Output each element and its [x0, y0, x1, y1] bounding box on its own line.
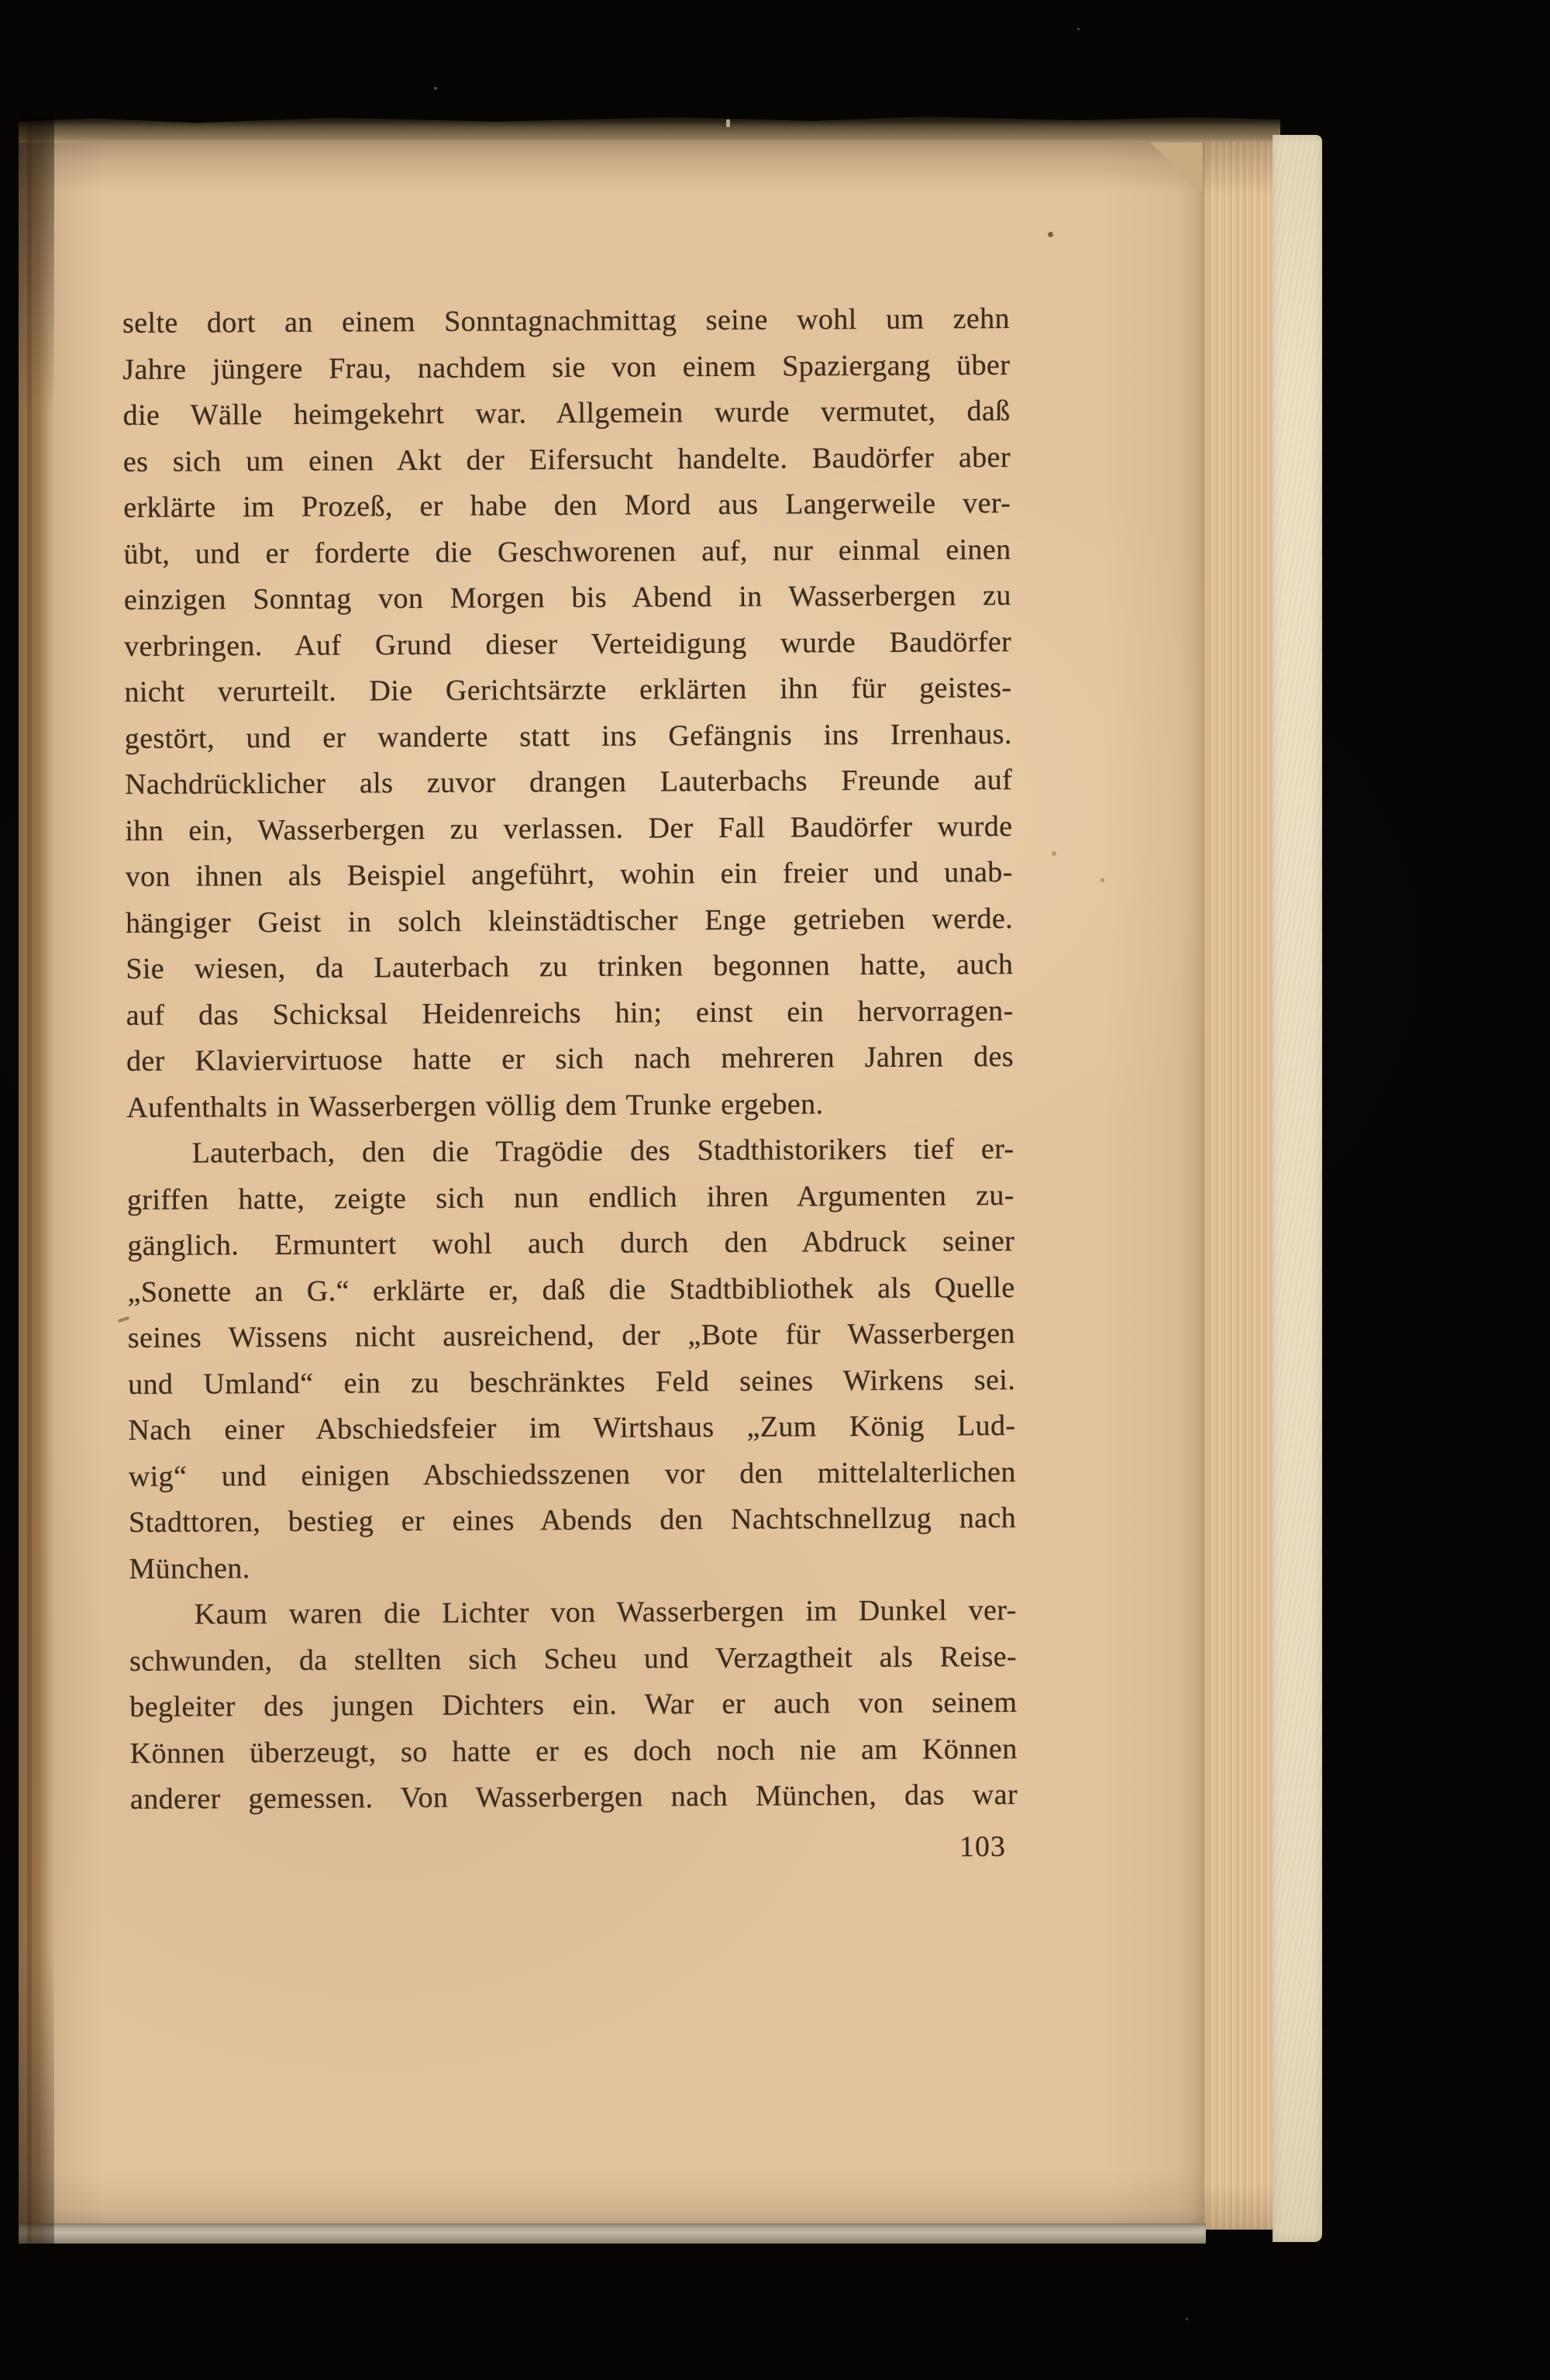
text-line: Jahre jüngere Frau, nachdem sie von einem Spaziergang über	[122, 348, 1011, 386]
text-line: es sich um einen Akt der Eifersucht handelte. Baudörfer aber	[122, 440, 1011, 478]
text-line: einzigen Sonntag von Morgen bis Abend in Wasserbergen zu	[123, 579, 1011, 617]
text-line: wig“ und einigen Abschiedsszenen vor den mittelalterlichen	[128, 1455, 1016, 1493]
paper-speck	[1100, 878, 1104, 882]
dogear-corner	[1132, 143, 1206, 191]
text-line: gänglich. Ermuntert wohl auch durch den Abdruck seiner	[127, 1224, 1015, 1262]
text-line: gestört, und er wanderte statt ins Gefängnis ins Irrenhaus.	[124, 717, 1012, 755]
paper-speck	[1048, 232, 1053, 237]
text-line: München.	[129, 1551, 250, 1585]
text-line: Stadttoren, bestieg er eines Abends den Nachtschnellzug nach	[129, 1501, 1017, 1539]
text-line: hängiger Geist in solch kleinstädtischer Enge getrieben werde.	[125, 902, 1014, 940]
paper-speck	[1052, 851, 1056, 856]
dust-speck	[1186, 2318, 1188, 2320]
text-line: Können überzeugt, so hatte er es doch noch nie am Können	[129, 1732, 1018, 1770]
page-text	[122, 296, 1018, 1823]
text-line: die Wälle heimgekehrt war. Allgemein wurde vermutet, daß	[122, 395, 1011, 433]
text-line: und Umland“ ein zu beschränktes Feld seines Wirkens sei.	[128, 1363, 1016, 1401]
text-line: nicht verurteilt. Die Gerichtsärzte erklärten ihn für geistes-	[124, 671, 1012, 709]
gutter-shadow	[19, 115, 54, 2244]
text-line: begleiter des jungen Dichters ein. War er auch von seinem	[129, 1685, 1018, 1723]
text-line: von ihnen als Beispiel angeführt, wohin ein freier und unab-	[125, 856, 1013, 894]
text-line: Lauterbach, den die Tragödie des Stadthistorikers tief er-	[191, 1133, 1014, 1170]
text-line: schwunden, da stellten sich Scheu und Verzagtheit als Reise-	[129, 1640, 1018, 1678]
text-line: verbringen. Auf Grund dieser Verteidigung wurde Baudörfer	[124, 625, 1012, 663]
text-line: anderer gemessen. Von Wasserbergen nach München, das war	[129, 1778, 1018, 1816]
fore-edge	[1203, 141, 1274, 2230]
text-line: selte dort an einem Sonntagnachmittag seine wohl um zehn	[122, 302, 1011, 340]
dust-speck	[434, 87, 437, 90]
text-line: griffen hatte, zeigte sich nun endlich ihren Argumenten zu-	[126, 1178, 1015, 1216]
text-line: „Sonette an G.“ erklärte er, daß die Stadtbibliothek als Quelle	[127, 1271, 1015, 1309]
page-top-edge	[19, 115, 1280, 146]
text-line: Nachdrücklicher als zuvor drangen Lauterbachs Freunde auf	[125, 764, 1013, 802]
book	[19, 115, 1322, 2244]
text-line: auf das Schicksal Heidenreichs hin; einst ein hervorragen-	[126, 994, 1014, 1032]
text-line: Kaum waren die Lichter von Wasserbergen im Dunkel ver-	[194, 1593, 1017, 1631]
text-line: ihn ein, Wasserbergen zu verlassen. Der Fall Baudörfer wurde	[125, 809, 1013, 847]
cover-edge	[1273, 135, 1322, 2242]
text-line: Sie wiesen, da Lauterbach zu trinken begonnen hatte, auch	[126, 948, 1014, 985]
text-line: der Klaviervirtuose hatte er sich nach mehreren Jahren des	[126, 1040, 1014, 1078]
text-line: seines Wissens nicht ausreichend, der „Bote für Wasserbergen	[127, 1316, 1015, 1354]
paper-speck	[726, 119, 730, 127]
text-line: Aufenthalts in Wasserbergen völlig dem Trunke ergeben.	[126, 1087, 824, 1124]
page-number: 103	[959, 1830, 1007, 1864]
dust-speck	[1077, 28, 1080, 30]
bottom-edge	[19, 2223, 1206, 2244]
text-line: übt, und er forderte die Geschworenen auf, nur einmal einen	[123, 533, 1011, 571]
text-line: erklärte im Prozeß, er habe den Mord aus Langerweile ver-	[123, 487, 1011, 525]
text-line: Nach einer Abschiedsfeier im Wirtshaus „Zum König Lud-	[128, 1409, 1016, 1447]
